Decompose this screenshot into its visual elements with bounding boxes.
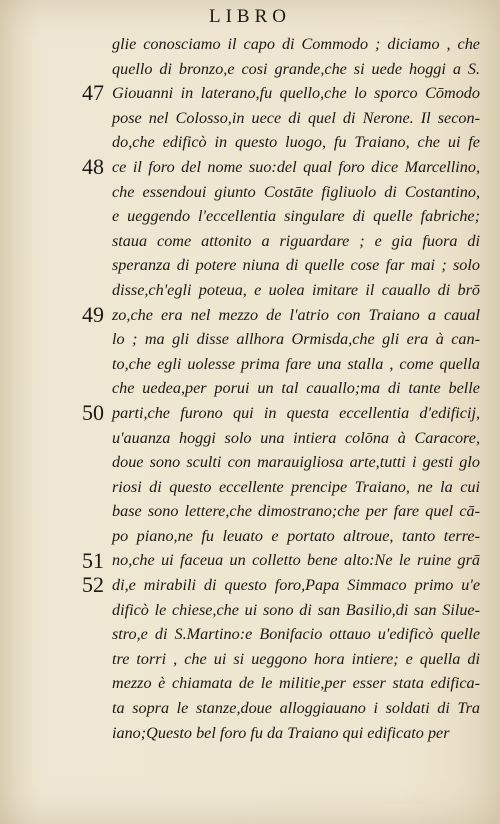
text-line: u'auanza hoggi solo una intiera colōna à Caracore, — [112, 428, 480, 447]
text-line: stro,e di S.Martino:e Bonifacio ottauo u'edificò quelle — [112, 625, 480, 644]
text-line: Giouanni in laterano,fu quello,che lo sporco Cōmodo — [112, 84, 480, 103]
text-line: base sono lettere,che dimostrano;che per fare quel cā- — [112, 502, 480, 521]
margin-number: 47 — [82, 80, 104, 106]
text-line: to,che egli uolesse prima fare una stalla , come quella — [112, 354, 480, 373]
text-line: glie conosciamo il capo di Commodo ; diciamo , che — [112, 35, 480, 53]
text-line: do,che edificò in questo luogo, fu Traiano, che ui fe — [112, 133, 480, 152]
running-header: LIBRO — [209, 6, 291, 27]
text-line: e ueggendo l'eccellentia singulare di quelle fabriche; — [112, 207, 480, 226]
text-line: doue sono sculti con marauigliosa arte,tutti i gesti glo — [112, 453, 480, 472]
margin-number: 51 — [82, 547, 104, 573]
margin-number: 49 — [82, 301, 104, 327]
margin-number: 48 — [82, 154, 104, 179]
text-line: parti,che furono qui in questa eccellentia d'edificij, — [112, 403, 480, 422]
text-line: no,che ui faceua un colletto bene alto:Ne le ruine grā — [112, 551, 480, 570]
text-line: tre torri , che ui si ueggono hora intiere; e quella di — [112, 649, 480, 668]
text-line: mezzo è chiamata de le militie,per esser stata edifica- — [112, 674, 480, 693]
text-line: di,e mirabili di questo foro,Papa Simmaco primo u'e — [112, 576, 480, 595]
text-line: zo,che era nel mezzo de l'atrio con Traiano a caual — [112, 305, 480, 324]
text-line: staua come attonito a riguardare ; e gia fuora di — [112, 231, 480, 250]
text-line: quello di bronzo,e cosi grande,che si uede hoggi a S. — [112, 59, 480, 78]
text-line: ta sopra le stanze,doue alloggiauano i soldati di Tra — [112, 699, 480, 718]
text-line: dificò le chiese,che ui sono di san Basilio,di san Silue- — [112, 600, 480, 619]
margin-number: 50 — [82, 400, 104, 425]
text-line: che essendoui giunto Costāte figliuolo di Costantino, — [112, 182, 480, 201]
margin-number: 52 — [82, 572, 104, 598]
text-line: riosi di questo eccellente prencipe Traiano, ne la cui — [112, 477, 480, 496]
text-line: pose nel Colosso,in uece di quel di Nerone. Il secon- — [112, 108, 480, 127]
text-line: iano;Questo bel foro fu da Traiano qui edificato per — [112, 723, 450, 742]
text-line: che uedea,per porui un tal cauallo;ma di tante belle — [112, 379, 480, 398]
text-line: speranza di potere niuna di quelle cose far mai ; solo — [112, 256, 480, 275]
text-line: lo ; ma gli disse allhora Ormisda,che gli era à can- — [112, 330, 480, 349]
body-text — [112, 32, 480, 745]
text-line: ce il foro del nome suo:del qual foro dice Marcellino, — [112, 157, 480, 176]
text-line: disse,ch'egli poteua, e uolea imitare il cauallo di brō — [112, 280, 480, 299]
text-line: po piano,ne fu leuato e portato altroue, tanto terre- — [112, 526, 480, 545]
